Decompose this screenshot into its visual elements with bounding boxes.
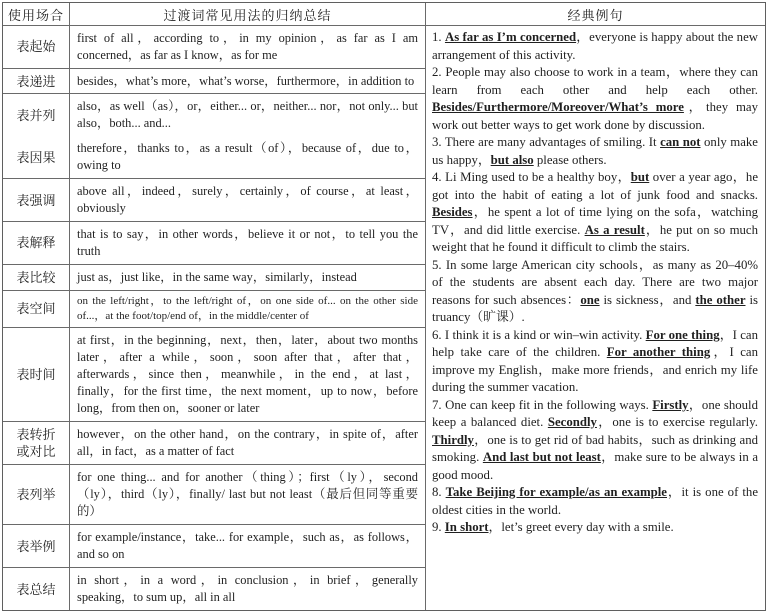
row-content — [70, 568, 425, 610]
example-sentence — [432, 134, 758, 169]
row-label: 表总结 — [3, 568, 70, 610]
transition-phrase: Firstly — [652, 397, 689, 412]
table-row — [3, 568, 425, 610]
example-sentence — [432, 519, 758, 537]
row-label: 表转折 或对比 — [3, 422, 70, 464]
row-content — [70, 136, 425, 178]
table-row — [3, 328, 425, 422]
example-text: ，it is one of the oldest cities in the world. — [432, 485, 759, 517]
transition-phrase: In short — [444, 520, 489, 534]
example-text: ，make sure to be always in a good mood. — [432, 450, 758, 482]
row-content-text: besides，what’s more，what’s worse，furthermore，in addition to — [77, 73, 415, 88]
transition-phrase: For one thing — [645, 327, 720, 342]
rows-container — [3, 26, 425, 610]
example-number: 3. — [432, 135, 445, 149]
example-text: is truancy（旷课）. — [432, 292, 758, 324]
example-sentence — [432, 327, 758, 397]
table-row — [3, 465, 425, 525]
example-number: 7. — [432, 397, 446, 412]
example-number: 8. — [432, 485, 446, 499]
row-label: 表解释 — [3, 222, 70, 264]
row-content-text: therefore，thanks to，as a result（of），because of，due to，owing to — [77, 141, 418, 173]
example-text: ，one should keep a balanced diet. — [432, 397, 759, 429]
example-sentence — [432, 169, 758, 257]
row-content-text: for example/instance，take... for example，such as，as follows，and so on — [77, 530, 418, 562]
transition-phrase: Secondly — [547, 415, 597, 429]
table-row — [3, 94, 425, 136]
transition-phrase: one — [580, 292, 600, 307]
table-row — [3, 26, 425, 69]
row-content — [70, 465, 425, 524]
example-text: please others. — [533, 152, 607, 167]
table-row — [3, 222, 425, 265]
transition-phrase: the other — [695, 292, 746, 307]
transition-phrase: Thirdly — [432, 432, 474, 447]
table-row — [3, 179, 425, 222]
table-row — [3, 136, 425, 179]
header-examples: 经典例句 — [426, 3, 765, 26]
table-row — [3, 291, 425, 328]
example-text: I think it is a kind or win–win activity. — [444, 327, 646, 342]
example-text: ，he spent a lot of time lying on the sofa，watching TV，and did little exercise. — [432, 205, 758, 237]
example-number: 2. — [432, 65, 446, 79]
row-label: 表比较 — [3, 265, 70, 290]
row-content — [70, 222, 425, 264]
example-sentence — [432, 29, 758, 64]
example-text: over a year ago，he got into the habit of eating a lot of junk food and snacks. — [432, 170, 759, 202]
transition-phrase: but also — [490, 152, 534, 167]
example-text: ，everyone is happy about the new arrangement of this activity. — [432, 30, 758, 62]
row-content — [70, 69, 425, 94]
transition-words-table — [2, 2, 766, 611]
transition-phrase: As far as I’m concerned — [444, 30, 577, 44]
row-content — [70, 265, 425, 290]
header-summary: 过渡词常见用法的归纳总结 — [163, 7, 332, 23]
transition-phrase: but — [630, 170, 650, 184]
row-content-text: for one thing... and for another（thing）；first（ly），second（ly），third（ly），finally/ last but not least（最后但同等重要的） — [77, 469, 418, 519]
transition-phrase: Take Beijing for example/as an example — [445, 485, 667, 499]
example-number: 6. — [432, 327, 445, 342]
example-text: ，I can improve my English，make more friends，and enrich my life during the summer vacation. — [432, 345, 758, 394]
table-row — [3, 69, 425, 95]
row-content — [70, 525, 425, 567]
row-label: 表列举 — [3, 465, 70, 524]
example-text: is sickness，and — [599, 292, 696, 307]
row-label: 表起始 — [3, 26, 70, 68]
row-content-text: that is to say，in other words，believe it or not，to tell you the truth — [77, 226, 418, 258]
example-text: only make us happy， — [432, 135, 758, 167]
example-number: 1. — [432, 30, 445, 44]
example-number: 9. — [432, 520, 445, 534]
example-number: 5. — [432, 257, 446, 272]
row-content-text: just as，just like，in the same way，similarly，instead — [77, 269, 357, 284]
example-text: People may also choose to work in a team，where they can learn from each other and help each other. — [432, 65, 759, 97]
row-label: 表空间 — [3, 291, 70, 327]
example-text: There are many advantages of smiling. It — [444, 135, 661, 149]
row-label: 表并列 — [3, 94, 70, 136]
table-row — [3, 525, 425, 568]
table-header-row — [3, 3, 425, 26]
examples-list — [426, 26, 765, 610]
transition-phrase: As a result — [584, 222, 645, 237]
example-sentence — [432, 484, 758, 519]
row-label: 表时间 — [3, 328, 70, 421]
row-content — [70, 179, 425, 221]
example-sentence — [432, 64, 758, 134]
example-text: In some large American city schools，as many as 20–40% of the students are absent each day. There are two major reasons for such absences： — [432, 257, 759, 307]
row-content-text: also，as well（as），or，either... or，neither... nor，not only... but also，both... and... — [77, 99, 418, 131]
example-sentence — [432, 397, 758, 485]
row-content — [70, 291, 425, 327]
transition-phrase: For another thing — [606, 345, 711, 359]
examples-section — [426, 3, 765, 610]
transition-phrase: And last but not least — [482, 450, 601, 464]
row-content-text: however，on the other hand，on the contrary，in spite of，after all，in fact，as a matter of fact — [77, 427, 418, 459]
example-text: ，they may work out better ways to get work done by discussion. — [432, 100, 758, 132]
header-usage: 使用场合 — [3, 3, 70, 25]
example-text: ，one is to exercise regularly. — [596, 415, 758, 429]
transition-phrase: Besides — [432, 205, 473, 219]
row-label: 表举例 — [3, 525, 70, 567]
example-text: One can keep fit in the following ways. — [445, 397, 653, 412]
row-content — [70, 26, 425, 68]
transition-phrase: Besides/Furthermore/Moreover/What’s more — [432, 100, 684, 114]
row-content — [70, 422, 425, 464]
row-content-text: on the left/right，to the left/right of，on one side of... on the other side of...，at the foot/top/end of，in the middle/center of — [77, 295, 418, 322]
row-label: 表递进 — [3, 69, 70, 94]
table-row — [3, 422, 425, 465]
example-number: 4. — [432, 170, 446, 184]
row-content-text: above all，indeed，surely，certainly，of course，at least，obviously — [77, 183, 418, 216]
row-content-text: in short，in a word，in conclusion，in brief，generally speaking，to sum up，all in all — [77, 572, 418, 605]
example-text: ，he put on so much weight that he found it difficult to climb the stairs. — [432, 222, 759, 254]
transition-phrase: can not — [660, 135, 701, 149]
row-content — [70, 328, 425, 421]
table-row — [3, 265, 425, 291]
example-text: ，I can help take care of the children. — [432, 327, 758, 359]
row-label: 表因果 — [3, 136, 70, 178]
row-content-text: first of all，according to，in my opinion，as far as I am concerned，as far as I know，as for me — [77, 30, 418, 62]
usage-summary-section — [3, 3, 426, 610]
row-content — [70, 94, 425, 136]
example-sentence — [432, 257, 758, 327]
row-label: 表强调 — [3, 179, 70, 221]
row-content-text: at first，in the beginning，next，then，later，about two months later，after a while，soon，soon after that，after that，afterwards，since then，meanwhile，in the end，at last，finally，for the first time，the next moment，up to now，before long，from then on，sooner or later — [77, 332, 418, 416]
example-text: ，let’s greet every day with a smile. — [488, 520, 674, 534]
example-text: ，one is to get rid of bad habits，such as drinking and smoking. — [432, 432, 758, 464]
example-text: Li Ming used to be a healthy boy， — [445, 170, 631, 184]
